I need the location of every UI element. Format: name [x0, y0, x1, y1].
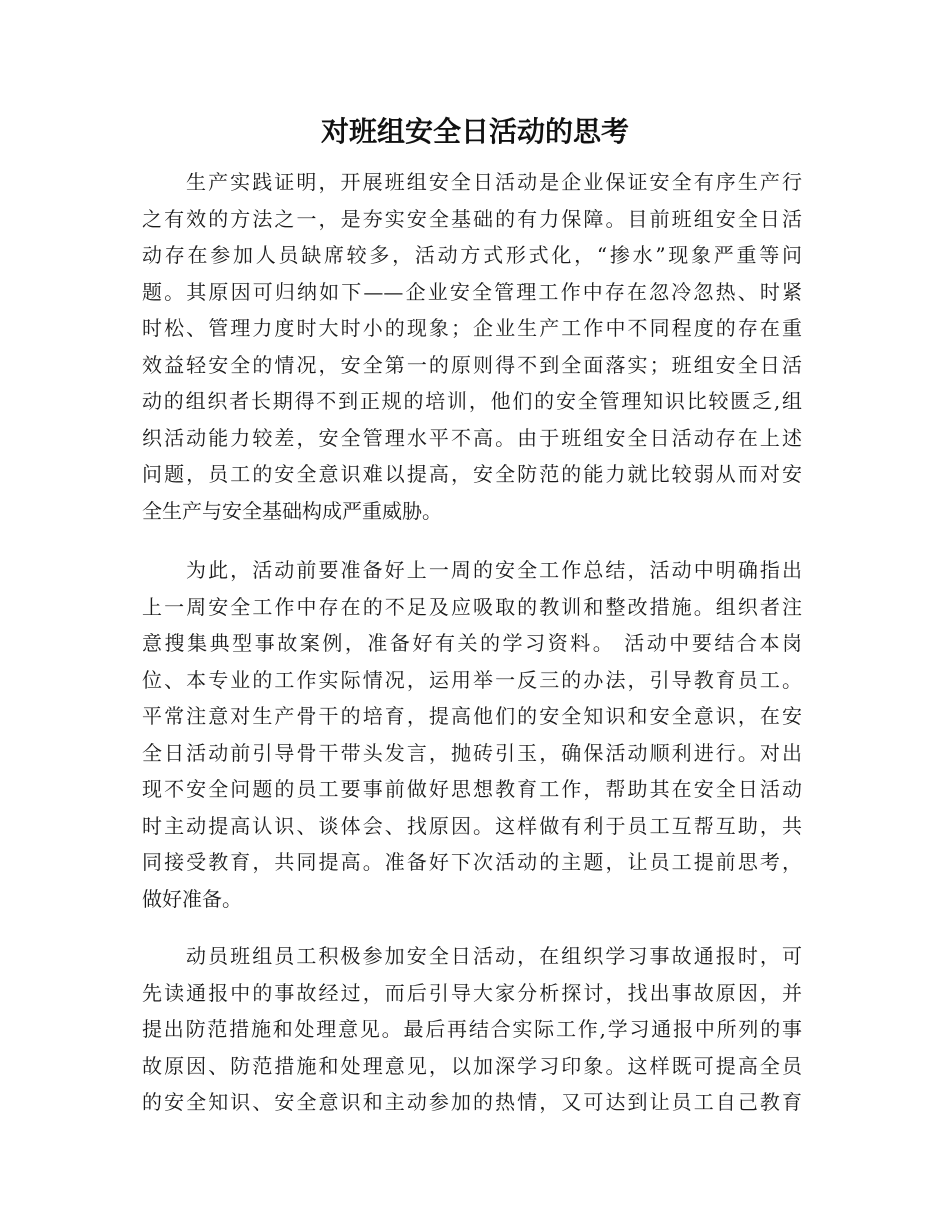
- paragraph-line: 织活动能力较差，安全管理水平不高。由于班组安全日活动存在上述: [142, 425, 802, 450]
- paragraph-line: 提出防范措施和处理意见。最后再结合实际工作,学习通报中所列的事: [142, 1017, 802, 1041]
- paragraph-line: 题。其原因可归纳如下——企业安全管理工作中存在忽冷忽热、时紧: [142, 279, 802, 304]
- paragraph-line: 同接受教育，共同提高。准备好下次活动的主题，让员工提前思考，: [142, 850, 802, 874]
- paragraph-line: 生产实践证明，开展班组安全日活动是企业保证安全有序生产行: [186, 170, 802, 194]
- paragraph-line: 故原因、防范措施和处理意见，以加深学习印象。这样既可提高全员: [142, 1053, 802, 1078]
- paragraph-line: 效益轻安全的情况，安全第一的原则得不到全面落实；班组安全日活: [142, 352, 802, 377]
- paragraph-line: 为此，活动前要准备好上一周的安全工作总结，活动中明确指出: [186, 558, 802, 582]
- paragraph-line: 之有效的方法之一，是夯实安全基础的有力保障。目前班组安全日活: [142, 206, 802, 231]
- paragraph-3: [142, 938, 802, 1121]
- paragraph-line: 时松、管理力度时大时小的现象；企业生产工作中不同程度的存在重: [142, 316, 802, 340]
- paragraph-line: 做好准备。: [142, 886, 242, 911]
- paragraph-line: 意搜集典型事故案例，准备好有关的学习资料。 活动中要结合本岗: [142, 631, 802, 655]
- document-title: 对班组安全日活动的思考: [320, 115, 629, 148]
- paragraph-line: 先读通报中的事故经过，而后引导大家分析探讨，找出事故原因，并: [142, 980, 802, 1005]
- paragraph-line: 动的组织者长期得不到正规的培训，他们的安全管理知识比较匮乏,组: [142, 389, 802, 413]
- paragraph-line: 动存在参加人员缺席较多，活动方式形式化，“掺水”现象严重等问: [142, 243, 802, 267]
- paragraph-1: [142, 164, 802, 529]
- paragraph-line: 平常注意对生产骨干的培育，提高他们的安全知识和安全意识，在安: [142, 704, 802, 728]
- paragraph-line: 上一周安全工作中存在的不足及应吸取的教训和整改措施。组织者注: [142, 594, 802, 619]
- paragraph-line: 全生产与安全基础构成严重威胁。: [142, 498, 442, 523]
- paragraph-2: [142, 552, 802, 917]
- paragraph-line: 时主动提高认识、谈体会、找原因。这样做有利于员工互帮互助，共: [142, 813, 802, 838]
- paragraph-line: 全日活动前引导骨干带头发言，抛砖引玉，确保活动顺利进行。对出: [142, 740, 802, 765]
- paragraph-line: 现不安全问题的员工要事前做好思想教育工作，帮助其在安全日活动: [142, 777, 802, 801]
- paragraph-line: 动员班组员工积极参加安全日活动，在组织学习事故通报时，可: [186, 944, 802, 968]
- paragraph-line: 问题，员工的安全意识难以提高，安全防范的能力就比较弱从而对安: [142, 462, 802, 486]
- paragraph-line: 位、本专业的工作实际情况，运用举一反三的办法，引导教育员工。: [142, 667, 802, 692]
- paragraph-line: 的安全知识、安全意识和主动参加的热情，又可达到让员工自己教育: [142, 1090, 802, 1114]
